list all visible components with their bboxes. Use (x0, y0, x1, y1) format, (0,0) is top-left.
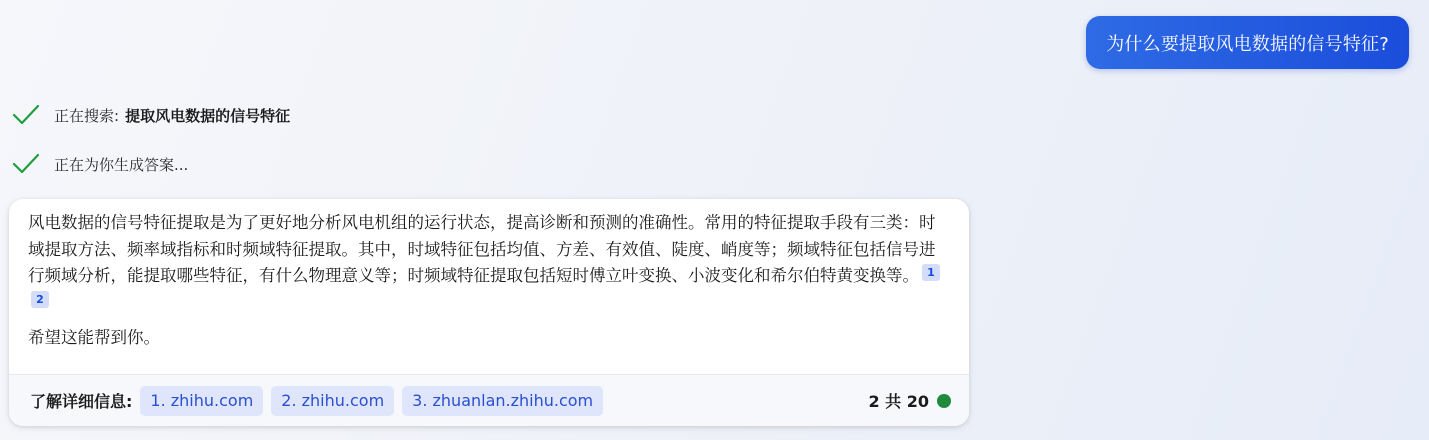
page-count: 2 共 20 (868, 392, 929, 411)
user-message-text: 为什么要提取风电数据的信号特征? (1106, 33, 1389, 55)
check-icon (12, 103, 40, 127)
answer-text: 风电数据的信号特征提取是为了更好地分析风电机组的运行状态，提高诊断和预测的准确性。常用的特征提取手段有三类：时域提取方法、频率域指标和时频域特征提取。其中，时域特征包括均值、方差、有效值、陡度、峭度等；频域特征包括信号进行频域分析，能提取哪些特征，有什么物理意义等；时频域特征提取包括短时傅立叶变换、小波变化和希尔伯特黄变换等。 (28, 213, 936, 285)
status-generating (12, 152, 188, 176)
sources-footer (9, 375, 969, 426)
learn-more-label: 了解详细信息: (30, 392, 133, 411)
status-searching (12, 103, 290, 127)
answer-body (9, 199, 969, 352)
status-label: 正在为你生成答案... (54, 155, 189, 174)
answer-paragraph (28, 210, 951, 316)
citation-1[interactable]: 1 (922, 264, 940, 281)
check-icon (12, 152, 40, 176)
user-message-bubble (1086, 16, 1409, 69)
source-link-1[interactable]: 1. zhihu.com (140, 386, 263, 416)
answer-closing: 希望这能帮到你。 (28, 328, 160, 347)
status-dot (937, 394, 951, 408)
source-link-2[interactable]: 2. zhihu.com (271, 386, 394, 416)
status-label: 正在搜索: (54, 106, 120, 125)
citation-2[interactable]: 2 (31, 291, 49, 308)
source-link-3[interactable]: 3. zhuanlan.zhihu.com (402, 386, 603, 416)
search-query: 提取风电数据的信号特征 (125, 106, 291, 125)
answer-card (9, 199, 969, 426)
